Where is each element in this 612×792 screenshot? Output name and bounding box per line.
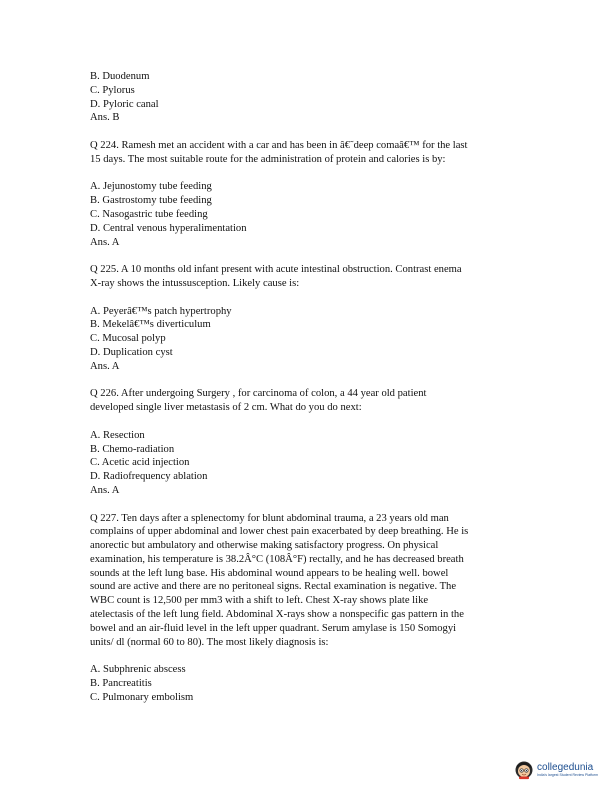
option-d: D. Radiofrequency ablation <box>90 471 208 483</box>
option-d: D. Pyloric canal <box>90 98 159 110</box>
option-c: C. Pylorus <box>90 84 135 96</box>
question-text: examination, his temperature is 38.2Â°C (108Â°F) rectally, and he has decreased breath <box>90 553 464 565</box>
question-text: Q 226. After undergoing Surgery , for carcinoma of colon, a 44 year old patient <box>90 388 427 400</box>
option-c: C. Pulmonary embolism <box>90 691 194 703</box>
question-text: units/ dl (normal 60 to 80). The most likely diagnosis is: <box>90 636 329 648</box>
question-227 <box>90 512 530 705</box>
question-text: anorectic but ambulatory and otherwise making satisfactory progress. On physical <box>90 540 439 552</box>
question-text: WBC count is 12,500 per mm3 with a shift to left. Chest X-ray shows plate like <box>90 595 429 607</box>
logo-tagline: India's largest Student Review Platform <box>537 773 598 777</box>
answer: Ans. A <box>90 236 120 248</box>
question-text: Q 227. Ten days after a splenectomy for blunt abdominal trauma, a 23 years old man <box>90 512 449 524</box>
option-a: A. Subphrenic abscess <box>90 664 186 676</box>
question-text: X-ray shows the intussusception. Likely cause is: <box>90 277 300 289</box>
question-text: developed single liver metastasis of 2 cm. What do you do next: <box>90 402 362 414</box>
document-page <box>90 70 530 705</box>
question-226 <box>90 387 530 497</box>
option-a: A. Peyerâ€™s patch hypertrophy <box>90 305 232 317</box>
question-text: 15 days. The most suitable route for the administration of protein and calories is by: <box>90 153 446 165</box>
question-223-continued <box>90 70 530 125</box>
question-text: sound are active and there are no peritoneal signs. Rectal examination is negative. The <box>90 581 457 593</box>
option-b: B. Chemo-radiation <box>90 443 175 455</box>
option-b: B. Pancreatitis <box>90 678 152 690</box>
option-d: D. Central venous hyperalimentation <box>90 222 247 234</box>
mascot-icon <box>514 760 534 780</box>
option-a: A. Resection <box>90 429 145 441</box>
question-text: Q 224. Ramesh met an accident with a car and has been in â€˜deep comaâ€™ for the last <box>90 139 468 151</box>
answer: Ans. A <box>90 360 120 372</box>
option-c: C. Acetic acid injection <box>90 457 190 469</box>
logo-wordmark: collegedunia <box>537 762 594 773</box>
option-a: A. Jejunostomy tube feeding <box>90 181 212 193</box>
option-c: C. Nasogastric tube feeding <box>90 208 208 220</box>
option-b: B. Mekelâ€™s diverticulum <box>90 319 211 331</box>
answer: Ans. A <box>90 484 120 496</box>
question-text: bowel and an air-fluid level in the left upper quadrant. Serum amylase is 150 Somogyi <box>90 622 457 634</box>
option-b: B. Gastrostomy tube feeding <box>90 195 212 207</box>
question-text: atelectasis of the left lung field. Abdominal X-rays show a nonspecific gas pattern in the <box>90 609 464 621</box>
collegedunia-logo[interactable] <box>514 760 598 780</box>
answer: Ans. B <box>90 112 120 124</box>
question-text: sounds at the left lung base. His abdominal wound appears to be healing well. bowel <box>90 567 449 579</box>
question-225 <box>90 263 530 373</box>
option-c: C. Mucosal polyp <box>90 333 166 345</box>
option-b: B. Duodenum <box>90 71 150 82</box>
question-text: Q 225. A 10 months old infant present with acute intestinal obstruction. Contrast enema <box>90 264 462 276</box>
option-d: D. Duplication cyst <box>90 346 173 358</box>
question-text: complains of upper abdominal and lower chest pain exacerbated by deep breathing. He is <box>90 526 469 538</box>
question-224 <box>90 139 530 249</box>
